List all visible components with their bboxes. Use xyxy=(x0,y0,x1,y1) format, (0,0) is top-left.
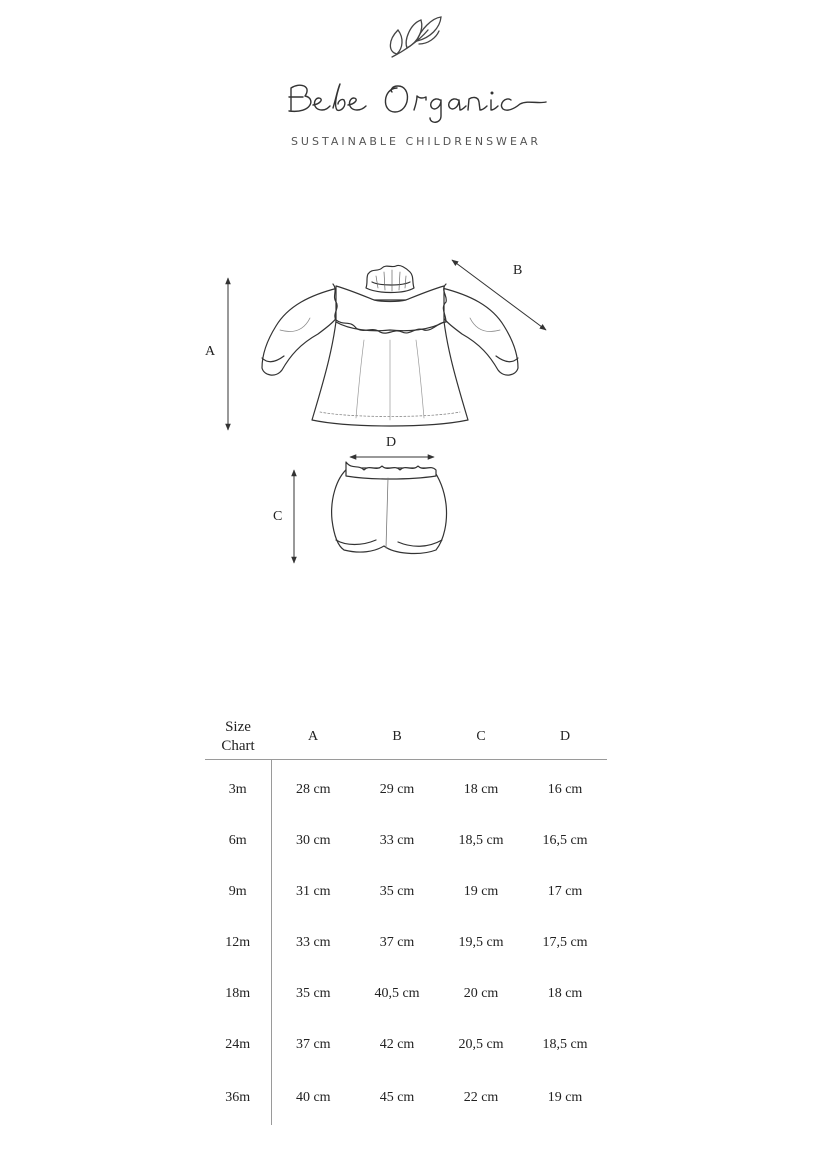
size-label: 6m xyxy=(205,815,271,866)
cell-c: 19,5 cm xyxy=(458,934,504,950)
blouse-drawing xyxy=(262,265,518,426)
cell-c: 18,5 cm xyxy=(458,832,504,848)
table-header-row xyxy=(205,715,607,760)
cell-d: 17 cm xyxy=(547,883,583,899)
brand-tagline: SUSTAINABLE CHILDRENSWEAR xyxy=(290,135,542,148)
size-label: 24m xyxy=(205,1019,271,1070)
cell-d: 18 cm xyxy=(547,985,583,1001)
cell-b: 42 cm xyxy=(379,1036,415,1052)
column-header-a: A xyxy=(271,715,355,760)
size-chart-table xyxy=(205,715,607,1125)
cell-d: 17,5 cm xyxy=(542,934,588,950)
cell-a: 28 cm xyxy=(295,781,331,797)
cell-d: 16,5 cm xyxy=(542,832,588,848)
table-row xyxy=(205,866,607,917)
dimension-c-label: C xyxy=(273,509,283,524)
cell-a: 31 cm xyxy=(295,883,331,899)
cell-c: 18 cm xyxy=(463,781,499,797)
dimension-a-label: A xyxy=(205,344,216,359)
cell-a: 35 cm xyxy=(295,985,331,1001)
cell-a: 33 cm xyxy=(295,934,331,950)
cell-b: 33 cm xyxy=(379,832,415,848)
table-row xyxy=(205,1070,607,1125)
size-chart-corner-label xyxy=(205,715,271,760)
dimension-b-label: B xyxy=(513,263,523,278)
cell-a: 30 cm xyxy=(295,832,331,848)
dimension-d-label: D xyxy=(386,435,397,450)
size-label: 18m xyxy=(205,968,271,1019)
cell-d: 16 cm xyxy=(547,781,583,797)
cell-a: 37 cm xyxy=(295,1036,331,1052)
column-header-c: C xyxy=(439,715,523,760)
corner-label-line2: Chart xyxy=(221,738,255,754)
corner-label-line1: Size xyxy=(225,719,251,735)
table-row xyxy=(205,815,607,866)
cell-c: 20,5 cm xyxy=(458,1036,504,1052)
cell-c: 22 cm xyxy=(463,1089,499,1105)
size-label: 3m xyxy=(205,760,271,816)
cell-b: 37 cm xyxy=(379,934,415,950)
table-row xyxy=(205,1019,607,1070)
cell-c: 19 cm xyxy=(463,883,499,899)
table-row xyxy=(205,917,607,968)
bloomers-drawing xyxy=(332,462,447,553)
cell-b: 35 cm xyxy=(379,883,415,899)
cell-d: 19 cm xyxy=(547,1089,583,1105)
table-row xyxy=(205,760,607,816)
cell-a: 40 cm xyxy=(295,1089,331,1105)
size-label: 36m xyxy=(205,1070,271,1125)
column-header-d: D xyxy=(523,715,607,760)
cell-b: 29 cm xyxy=(379,781,415,797)
table-row xyxy=(205,968,607,1019)
cell-b: 40,5 cm xyxy=(374,985,420,1001)
cell-c: 20 cm xyxy=(463,985,499,1001)
cell-b: 45 cm xyxy=(379,1089,415,1105)
cell-d: 18,5 cm xyxy=(542,1036,588,1052)
size-label: 12m xyxy=(205,917,271,968)
size-label: 9m xyxy=(205,866,271,917)
column-header-b: B xyxy=(355,715,439,760)
